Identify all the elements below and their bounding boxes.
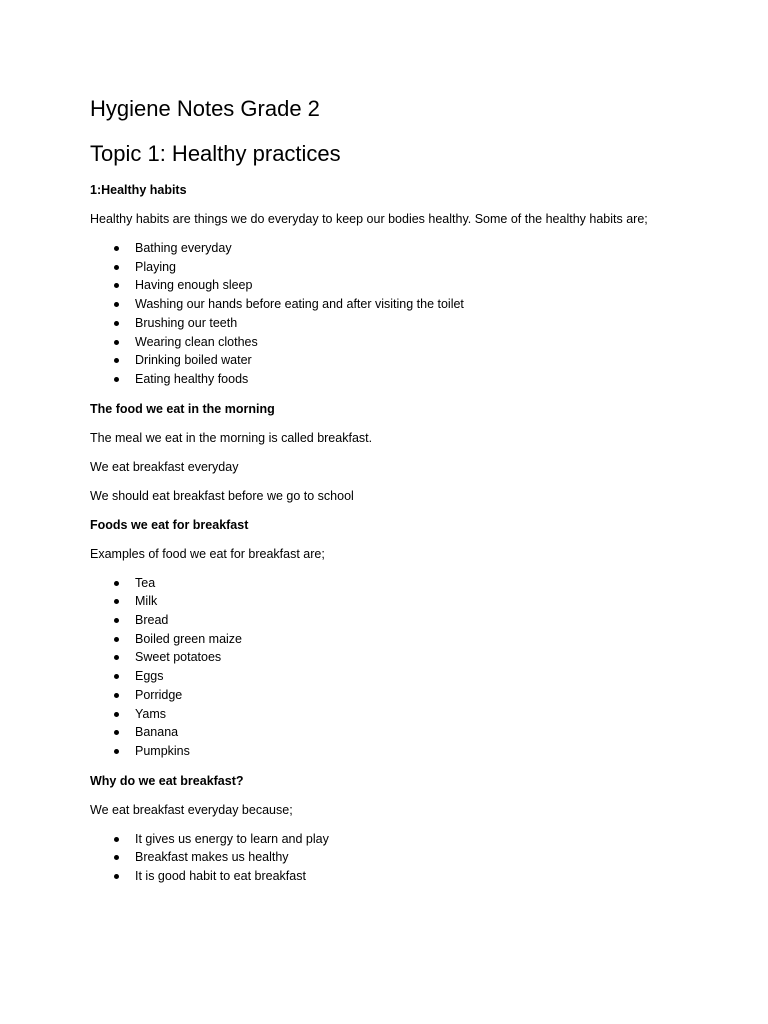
section-heading-breakfast-foods: Foods we eat for breakfast (90, 517, 249, 532)
breakfast-foods-intro: Examples of food we eat for breakfast are; (90, 546, 325, 561)
breakfast-foods-list (90, 574, 730, 761)
list-item: Breakfast makes us healthy (90, 848, 730, 867)
list-item: Eating healthy foods (90, 370, 730, 389)
list-item: Washing our hands before eating and after visiting the toilet (90, 295, 730, 314)
document-title: Hygiene Notes Grade 2 (90, 96, 320, 121)
list-item: Bread (90, 611, 730, 630)
list-item: Brushing our teeth (90, 314, 730, 333)
document-page (90, 95, 730, 886)
list-item: It is good habit to eat breakfast (90, 867, 730, 886)
list-item: Wearing clean clothes (90, 333, 730, 352)
list-item: Having enough sleep (90, 276, 730, 295)
healthy-habits-list (90, 239, 730, 389)
why-breakfast-list (90, 830, 730, 886)
list-item: Sweet potatoes (90, 648, 730, 667)
section-heading-healthy-habits: 1:Healthy habits (90, 183, 187, 197)
list-item: Drinking boiled water (90, 351, 730, 370)
paragraph: The meal we eat in the morning is called breakfast. (90, 430, 373, 445)
section-heading-why-breakfast: Why do we eat breakfast? (90, 773, 244, 788)
list-item: Milk (90, 592, 730, 611)
why-breakfast-intro: We eat breakfast everyday because; (90, 802, 293, 817)
list-item: Boiled green maize (90, 630, 730, 649)
list-item: It gives us energy to learn and play (90, 830, 730, 849)
section-heading-morning-food: The food we eat in the morning (90, 401, 275, 416)
list-item: Porridge (90, 686, 730, 705)
list-item: Yams (90, 705, 730, 724)
list-item: Playing (90, 258, 730, 277)
list-item: Bathing everyday (90, 239, 730, 258)
paragraph: We should eat breakfast before we go to school (90, 488, 354, 503)
list-item: Pumpkins (90, 742, 730, 761)
list-item: Eggs (90, 667, 730, 686)
list-item: Banana (90, 723, 730, 742)
list-item: Tea (90, 574, 730, 593)
topic-heading: Topic 1: Healthy practices (90, 141, 341, 166)
paragraph: We eat breakfast everyday (90, 459, 239, 474)
healthy-habits-intro: Healthy habits are things we do everyday to keep our bodies healthy. Some of the healthy habits are; (90, 212, 648, 226)
